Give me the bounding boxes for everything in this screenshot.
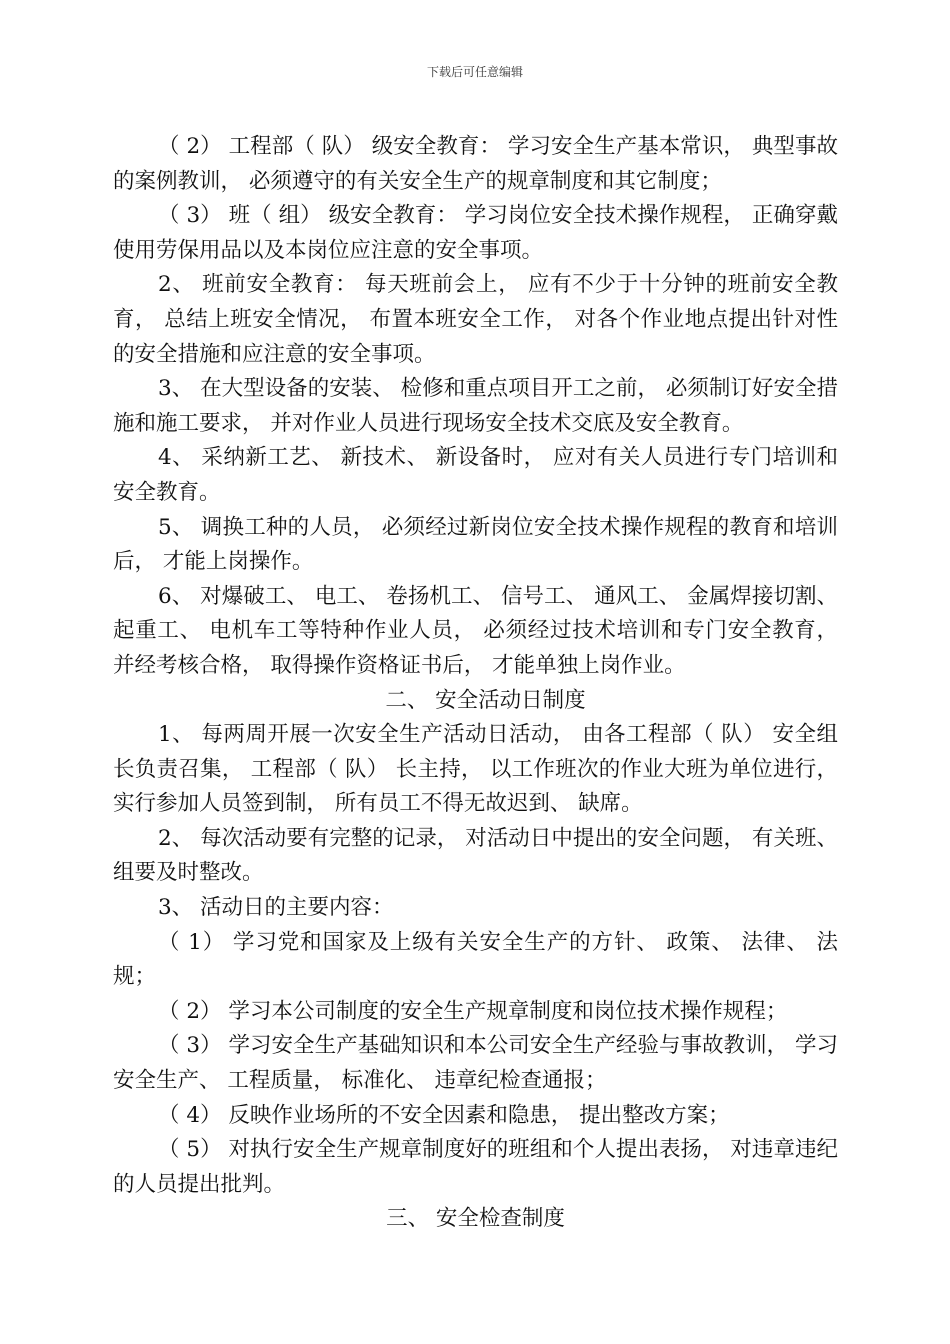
paragraph: 2、 班前安全教育： 每天班前会上， 应有不少于十分钟的班前安全教育， 总结上班安全情况， 布置本班安全工作， 对各个作业地点提出针对性的安全措施和应注意的安全事项。 (113, 272, 838, 367)
paragraph: 6、 对爆破工、 电工、 卷扬机工、 信号工、 通风工、 金属焊接切割、 起重工、 电机车工等特种作业人员， 必须经过技术培训和专门安全教育， 并经考核合格， 取得操作资格证书后， 才能单独上岗作业。 (113, 583, 838, 678)
document-body (113, 130, 838, 1237)
paragraph: 4、 采纳新工艺、 新技术、 新设备时， 应对有关人员进行专门培训和安全教育。 (113, 445, 838, 505)
paragraph: （ 1） 学习党和国家及上级有关安全生产的方针、 政策、 法律、 法规； (113, 929, 838, 990)
paragraph: （ 2） 学习本公司制度的安全生产规章制度和岗位技术操作规程； (158, 998, 788, 1024)
paragraph: 3、 在大型设备的安装、 检修和重点项目开工之前， 必须制订好安全措施和施工要求， 并对作业人员进行现场安全技术交底及安全教育。 (113, 376, 838, 436)
page-header-note: 下载后可任意编辑 (426, 65, 523, 79)
paragraph: （ 4） 反映作业场所的不安全因素和隐患， 提出整改方案； (158, 1102, 730, 1128)
paragraph: 1、 每两周开展一次安全生产活动日活动， 由各工程部（ 队） 安全组长负责召集， 工程部（ 队） 长主持， 以工作班次的作业大班为单位进行， 实行参加人员签到制， 所有员工不得无故迟到、 缺席。 (113, 722, 838, 817)
paragraph: 2、 每次活动要有完整的记录， 对活动日中提出的安全问题， 有关班、 组要及时整改。 (113, 825, 838, 886)
paragraph: 3、 活动日的主要内容： (158, 895, 394, 921)
paragraph: （ 5） 对执行安全生产规章制度好的班组和个人提出表扬， 对违章违纪的人员提出批判。 (113, 1137, 838, 1197)
paragraph: （ 2） 工程部（ 队） 级安全教育： 学习安全生产基本常识， 典型事故的案例教训， 必须遵守的有关安全生产的规章制度和其它制度； (113, 134, 838, 194)
section-heading: 二、 安全活动日制度 (385, 687, 586, 713)
paragraph: 5、 调换工种的人员， 必须经过新岗位安全技术操作规程的教育和培训后， 才能上岗操作。 (113, 514, 838, 575)
paragraph: （ 3） 班（ 组） 级安全教育： 学习岗位安全技术操作规程， 正确穿戴使用劳保用品以及本岗位应注意的安全事项。 (113, 203, 838, 263)
section-heading: 三、 安全检查制度 (386, 1206, 565, 1232)
paragraph: （ 3） 学习安全生产基础知识和本公司安全生产经验与事故教训， 学习安全生产、 工程质量， 标准化、 违章纪检查通报； (113, 1033, 838, 1094)
